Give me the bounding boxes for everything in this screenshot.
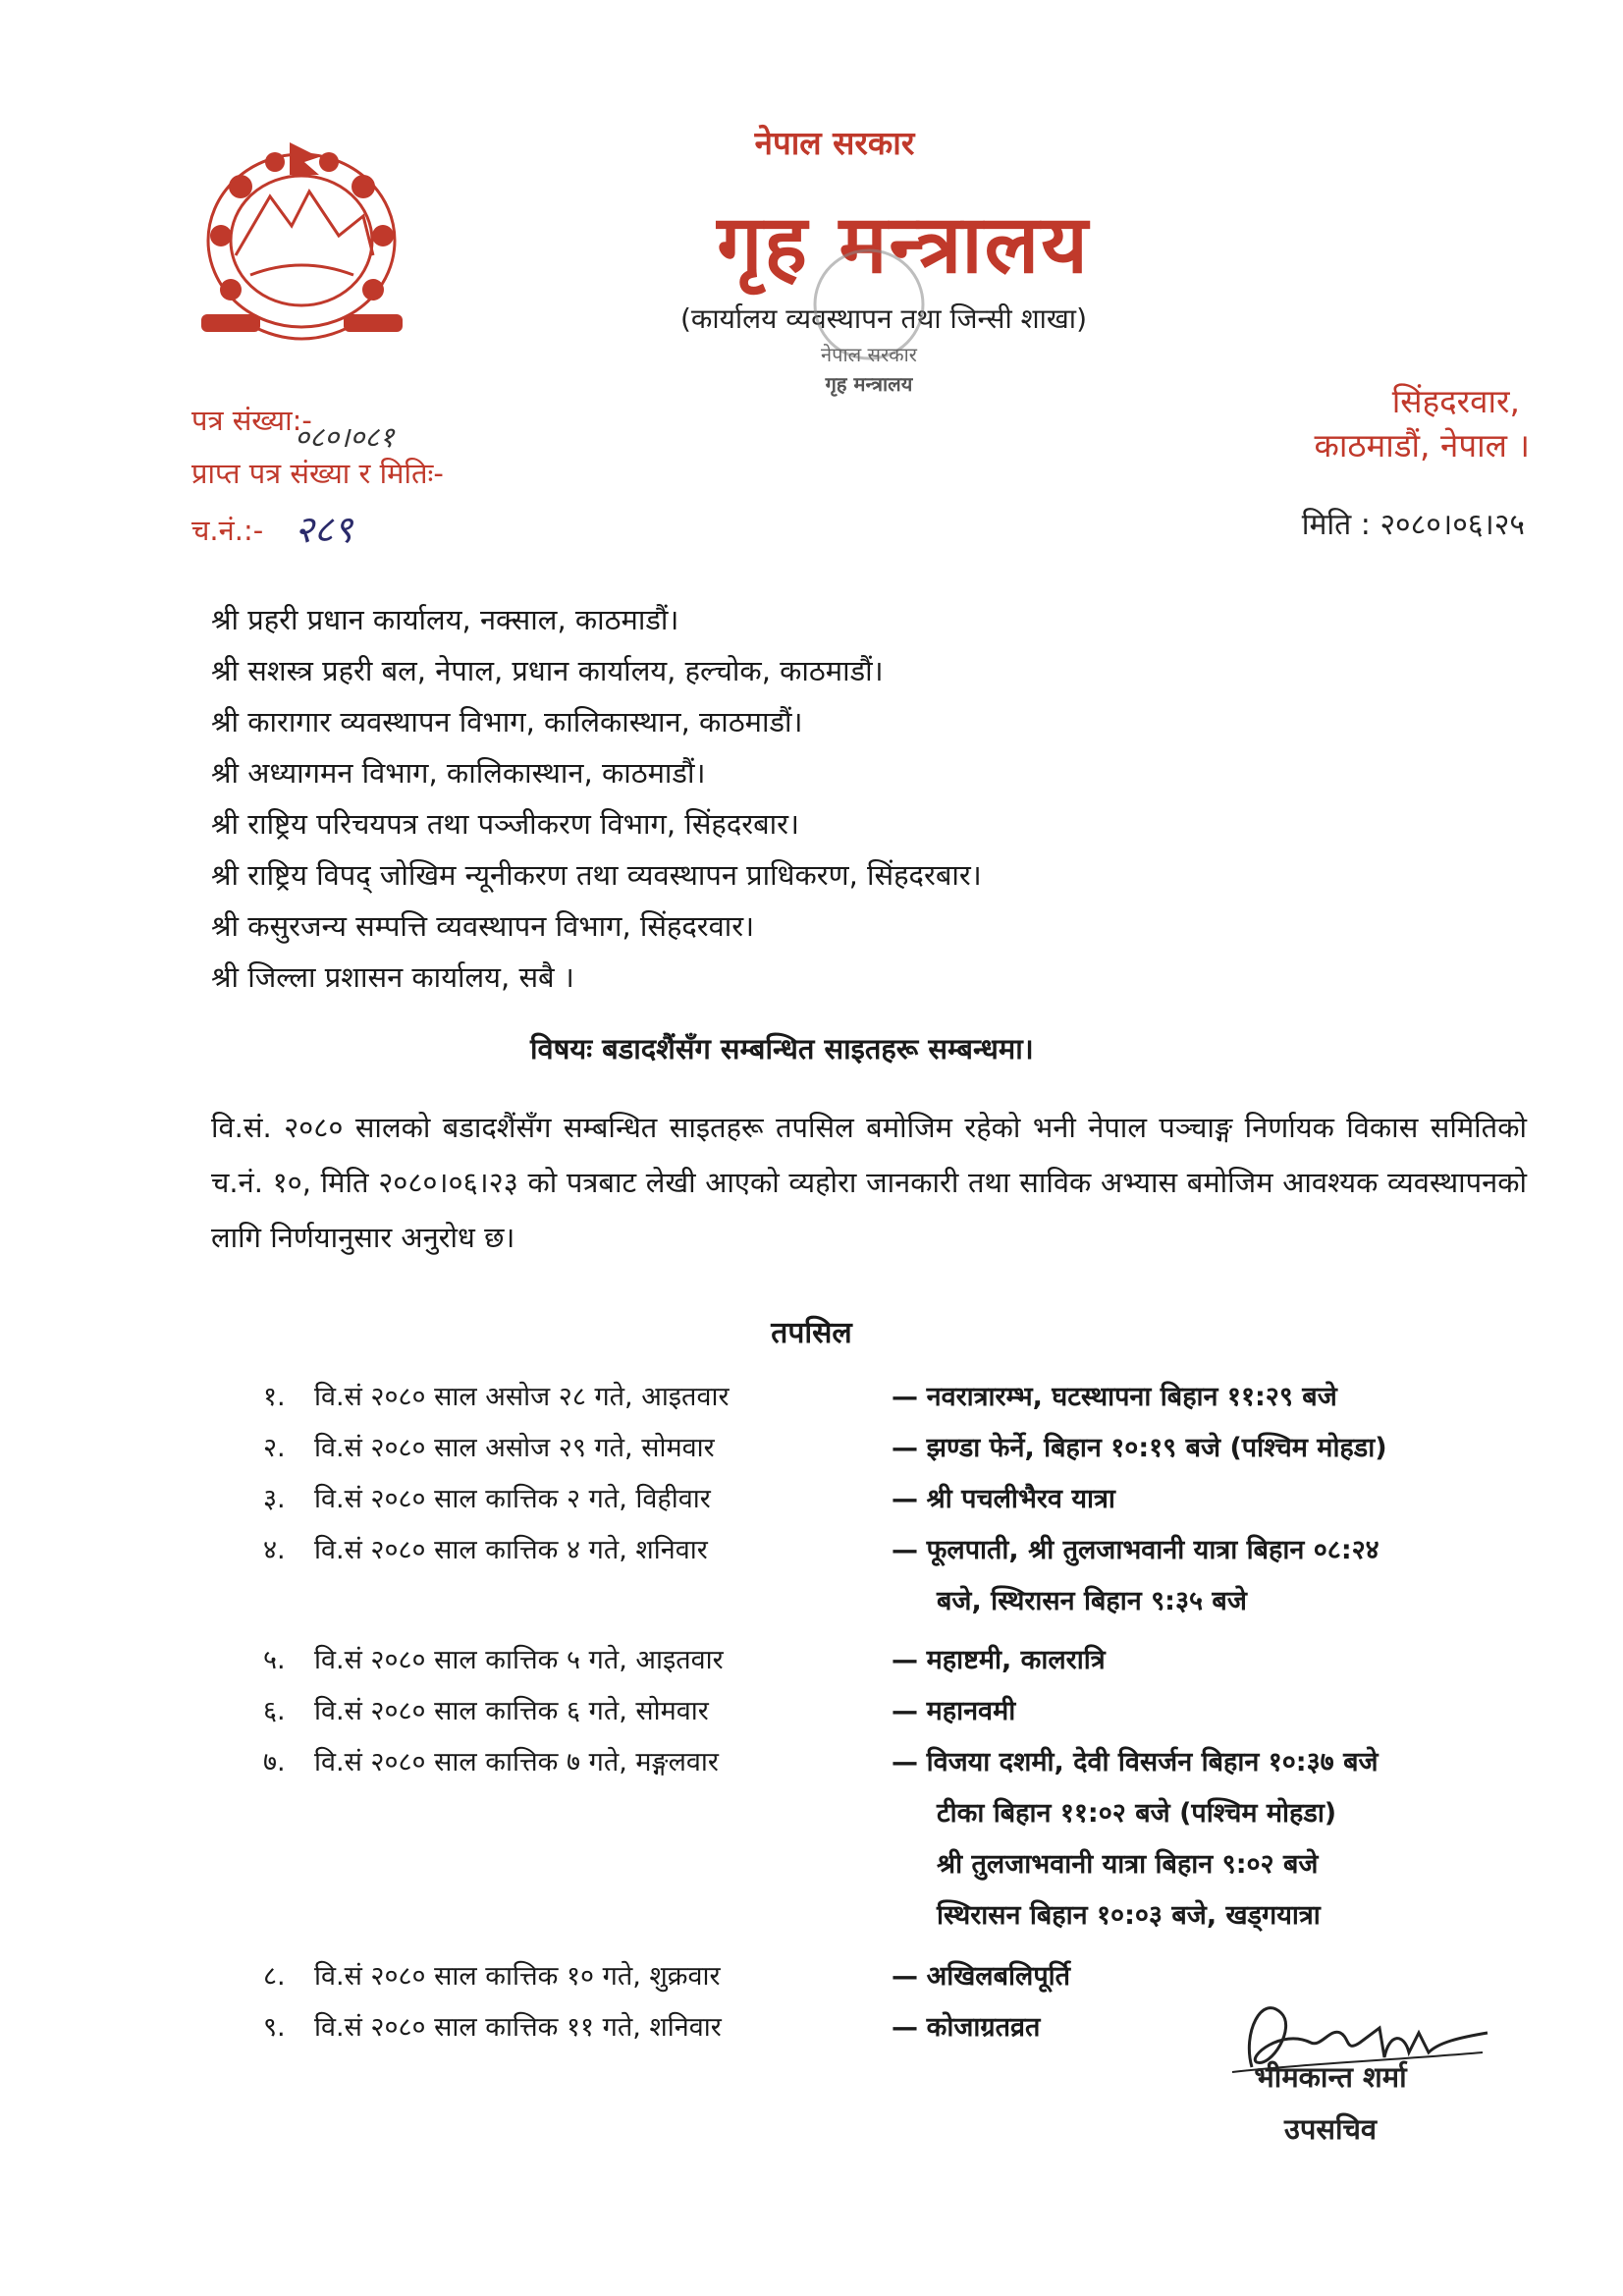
schedule-date: वि.सं २०८० साल कात्तिक ४ गते, शनिवार [314, 1535, 708, 1565]
schedule-event: — श्री पचलीभैरव यात्रा [892, 1484, 1115, 1514]
recipient-item: श्री अध्यागमन विभाग, कालिकास्थान, काठमाडौं। [211, 756, 706, 790]
schedule-event: — अखिलबलिपूर्ति [892, 1961, 1071, 1992]
recipient-item: श्री जिल्ला प्रशासन कार्यालय, सबै । [211, 960, 574, 994]
schedule-number: ५. [263, 1645, 286, 1675]
subject-line: विषयः बडादशैंसँग सम्बन्धित साइतहरू सम्बन्धमा। [530, 1032, 1034, 1066]
signatory-name: भीमकान्त शर्मा [1254, 2060, 1407, 2094]
schedule-date: वि.सं २०८० साल कात्तिक १० गते, शुक्रवार [314, 1961, 721, 1992]
schedule-number: ७. [263, 1747, 286, 1777]
schedule-event-continued: बजे, स्थिरासन बिहान ९:३५ बजे [937, 1586, 1247, 1616]
letter-date: मिति : २०८०।०६।२५ [1301, 508, 1525, 542]
schedule-event: — नवरात्रारम्भ, घटस्थापना बिहान ११:२९ बजे [892, 1382, 1337, 1412]
schedule-date: वि.सं २०८० साल कात्तिक २ गते, विहीवार [314, 1484, 711, 1514]
schedule-number: २. [263, 1433, 286, 1463]
schedule-event: — महानवमी [892, 1696, 1016, 1726]
received-letter-label: प्राप्त पत्र संख्या र मितिः- [191, 457, 444, 490]
schedule-date: वि.सं २०८० साल कात्तिक ६ गते, सोमवार [314, 1696, 709, 1726]
nepal-emblem-icon [182, 137, 422, 358]
schedule-number: ४. [263, 1535, 286, 1565]
schedule-event: — कोजाग्रतव्रत [892, 2012, 1041, 2043]
schedule-event-continued: स्थिरासन बिहान १०:०३ बजे, खड्गयात्रा [937, 1900, 1321, 1931]
letter-number-label: पत्र संख्या:- [191, 404, 312, 437]
schedule-number: ९. [263, 2012, 286, 2043]
schedule-number: ६. [263, 1696, 286, 1726]
schedule-date: वि.सं २०८० साल कात्तिक ७ गते, मङ्गलवार [314, 1747, 719, 1777]
section-name: (कार्यालय व्यवस्थापन तथा जिन्सी शाखा) [679, 302, 1087, 335]
stamp-line1: नेपाल सरकार [821, 343, 917, 366]
recipient-item: श्री सशस्त्र प्रहरी बल, नेपाल, प्रधान कार्यालय, हल्चोक, काठमाडौं। [211, 654, 884, 687]
schedule-event: — फूलपाती, श्री तुलजाभवानी यात्रा बिहान ०८:२४ [892, 1535, 1380, 1565]
recipient-item: श्री कसुरजन्य सम्पत्ति व्यवस्थापन विभाग, सिंहदरवार। [211, 909, 755, 943]
schedule-date: वि.सं २०८० साल असोज २९ गते, सोमवार [314, 1433, 715, 1463]
address-line1: सिंहदरवार, [1391, 382, 1520, 420]
schedule-number: ८. [263, 1961, 286, 1992]
recipient-item: श्री प्रहरी प्रधान कार्यालय, नक्साल, काठमाडौं। [211, 603, 679, 636]
recipient-item: श्री कारागार व्यवस्थापन विभाग, कालिकास्थान, काठमाडौं। [211, 705, 803, 738]
schedule-event: — महाष्टमी, कालरात्रि [892, 1645, 1106, 1675]
schedule-date: वि.सं २०८० साल कात्तिक ११ गते, शनिवार [314, 2012, 722, 2043]
schedule-event: — विजया दशमी, देवी विसर्जन बिहान १०:३७ बजे [892, 1747, 1379, 1777]
recipient-item: श्री राष्ट्रिय परिचयपत्र तथा पञ्जीकरण विभाग, सिंहदरबार। [211, 807, 799, 841]
schedule-date: वि.सं २०८० साल असोज २८ गते, आइतवार [314, 1382, 730, 1412]
schedule-date: वि.सं २०८० साल कात्तिक ५ गते, आइतवार [314, 1645, 724, 1675]
letter-number-value: ०८०।०८१ [295, 420, 395, 454]
dispatch-number-label: च.नं.:- [191, 514, 264, 547]
recipient-list [211, 594, 982, 1003]
schedule-title: तपसिल [771, 1316, 852, 1350]
body-paragraph: वि.सं. २०८० सालको बडादशैंसँग सम्बन्धित साइतहरू तपसिल बमोजिम रहेको भनी नेपाल पञ्चाङ्ग निर्णायक विकास समितिको च.नं. १०, मिति २०८०।०६।२३ को पत्रबाट लेखी आएको व्यहोरा जानकारी तथा साविक अभ्यास बमोजिम आवश्यक व्यवस्थापनको लागि निर्णयानुसार अनुरोध छ। [211, 1111, 1527, 1254]
recipient-item: श्री राष्ट्रिय विपद् जोखिम न्यूनीकरण तथा व्यवस्थापन प्राधिकरण, सिंहदरबार। [211, 858, 982, 892]
government-name: नेपाल सरकार [754, 124, 915, 162]
signatory-designation: उपसचिव [1283, 2112, 1378, 2146]
schedule-event: — झण्डा फेर्ने, बिहान १०:१९ बजे (पश्चिम मोहडा) [892, 1433, 1387, 1463]
official-stamp [785, 236, 952, 412]
stamp-line2: गृह मन्त्रालय [825, 372, 913, 396]
dispatch-number-value: २८९ [295, 508, 353, 551]
schedule-event-continued: टीका बिहान ११:०२ बजे (पश्चिम मोहडा) [937, 1798, 1337, 1829]
ministry-title: गृह मन्त्रालय [717, 198, 1090, 292]
schedule-number: ३. [263, 1484, 286, 1514]
schedule-number: १. [263, 1382, 286, 1412]
address-line2: काठमाडौं, नेपाल । [1314, 426, 1530, 465]
schedule-event-continued: श्री तुलजाभवानी यात्रा बिहान ९:०२ बजे [937, 1849, 1319, 1880]
